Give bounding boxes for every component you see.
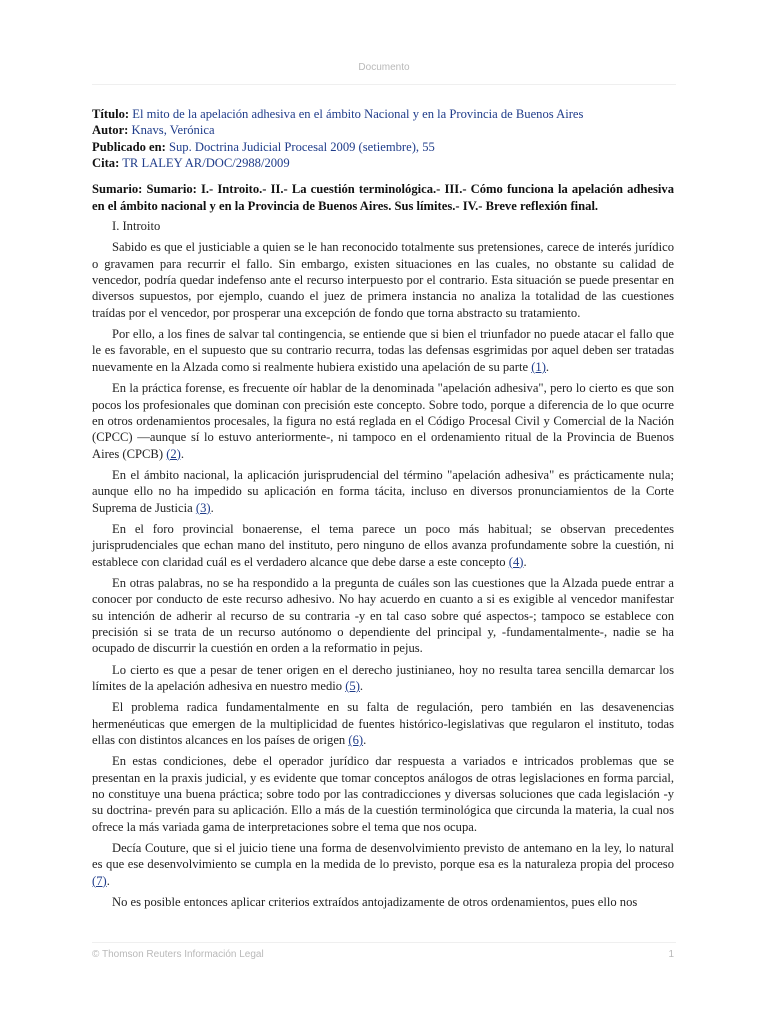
published-row bbox=[92, 139, 674, 155]
paragraph-tail: . bbox=[106, 873, 110, 888]
footnote-link[interactable]: (5) bbox=[345, 679, 360, 693]
section-heading: I. Introito bbox=[112, 219, 161, 234]
title-label: Título: bbox=[92, 107, 130, 121]
paragraph bbox=[92, 239, 674, 321]
paragraph bbox=[92, 575, 674, 657]
paragraph-text: En el ámbito nacional, la aplicación jurisprudencial del término "apelación adhesiva" es prácticamente nula; aunque ello no ha impedido su aplicación en forma tácita, incluso en diversos pronunciamientos de la Corte Suprema de Justicia bbox=[92, 467, 674, 515]
header-divider bbox=[92, 84, 676, 85]
footer-copyright: © Thomson Reuters Información Legal bbox=[92, 949, 264, 960]
title-row bbox=[92, 106, 674, 122]
paragraph-tail: . bbox=[180, 446, 185, 461]
paragraph-tail: . bbox=[545, 359, 550, 374]
paragraph bbox=[92, 753, 674, 835]
footnote-link[interactable]: (4) bbox=[508, 554, 524, 569]
paragraph-text: Lo cierto es que a pesar de tener origen en el derecho justinianeo, hoy no resulta tarea sencilla demarcar los límites de la apelación adhesiva en nuestro medio bbox=[92, 662, 674, 693]
footer-page-number: 1 bbox=[668, 949, 674, 960]
paragraph bbox=[92, 840, 674, 889]
paragraph bbox=[92, 326, 674, 375]
author-row bbox=[92, 122, 674, 138]
citation-label: Cita: bbox=[92, 156, 120, 171]
paragraph bbox=[92, 662, 674, 695]
paragraph-tail: . bbox=[523, 554, 527, 569]
paragraph bbox=[92, 521, 674, 570]
paragraph bbox=[92, 467, 674, 516]
footer-divider bbox=[92, 942, 676, 943]
author-label: Autor: bbox=[92, 123, 129, 138]
paragraph-tail: . bbox=[359, 679, 364, 693]
document-body bbox=[92, 106, 674, 915]
paragraph-text: En estas condiciones, debe el operador jurídico dar respuesta a variados e intricados problemas que se presentan en la praxis judicial, y es evidente que tomar conceptos análogos de otras legislaciones en forma parcial, no constituye una buena práctica; sobre todo por las contradicciones y diversas soluciones que cada legislación -y su doctrina- prevén para su aplicación. Ello a más de la cuestión terminológica que circunda la materia, la cual nos ofrece la más variada gama de interpretaciones sobre el tema que nos ocupa. bbox=[92, 754, 674, 834]
paragraph bbox=[92, 699, 674, 748]
paragraph-text: En el foro provincial bonaerense, el tema parece un poco más habitual; se observan precedentes jurisprudenciales que echan mano del instituto, pero ninguno de ellos avanza profundamente sobre la cuestión, ni establece con claridad cuál es el verdadero alcance que debe darse a este concepto bbox=[92, 521, 674, 569]
published-label: Publicado en: bbox=[92, 139, 166, 154]
paragraph-text: No es posible entonces aplicar criterios extraídos antojadizamente de otros ordenamientos, pues ello nos bbox=[112, 895, 638, 910]
paragraph-text: Por ello, a los fines de salvar tal contingencia, se entiende que si bien el triunfador no puede atacar el fallo que le es favorable, en el supuesto que su contrario recurra, todas las defensas esgrimidas por aquel deben ser tratadas nuevamente en la Alzada como si realmente hubiera existido una apelación de su parte bbox=[92, 327, 674, 374]
paragraph-text: Decía Couture, que si el juicio tiene una forma de desenvolvimiento previsto de antemano en la ley, lo natural es que ese desenvolvimiento se cumpla en la medida de lo previsto, porque esa es la naturaleza propia del proceso bbox=[92, 841, 674, 872]
paragraph-text: El problema radica fundamentalmente en su falta de regulación, pero también en las desavenencias hermenéuticas que emergen de la multiplicidad de fuentes histórico-legislativas que regularon el instituto, todas ellas con distintos alcances en los países de origen bbox=[92, 700, 674, 748]
paragraph-tail: . bbox=[363, 733, 367, 748]
citation-value: TR LALEY AR/DOC/2988/2009 bbox=[122, 156, 290, 171]
document-header-title: Documento bbox=[358, 62, 410, 73]
footnote-link[interactable]: (1) bbox=[531, 359, 546, 374]
footnote-link[interactable]: (6) bbox=[348, 733, 364, 748]
summary: Sumario: Sumario: I.- Introito.- II.- La cuestión terminológica.- III.- Cómo funciona la apelación adhesiva en el ámbito nacional y en la Provincia de Buenos Aires. Sus límites.- IV.- Breve reflexión final. bbox=[92, 182, 674, 213]
published-value: Sup. Doctrina Judicial Procesal 2009 (setiembre), 55 bbox=[168, 139, 435, 154]
footnote-link[interactable]: (2) bbox=[166, 446, 181, 461]
paragraph-list bbox=[92, 239, 674, 910]
paragraph-tail: . bbox=[210, 500, 214, 515]
paragraph bbox=[92, 380, 674, 462]
paragraph-text: En la práctica forense, es frecuente oír hablar de la denominada "apelación adhesiva", pero lo cierto es que son pocos los profesionales que dominan con precisión este concepto. Sobre todo, porque a diferencia de lo que ocurre en otros ordenamientos procesales, la figura no está reglada en el Código Procesal Civil y Comercial de la Nación (CPCC) —aunque sí lo estuvo anteriormente-, ni tampoco en el ordenamiento ritual de la Provincia de Buenos Aires (CPCB) bbox=[92, 381, 674, 461]
author-value: Knavs, Verónica bbox=[131, 123, 215, 138]
paragraph-text: Sabido es que el justiciable a quien se le han reconocido totalmente sus pretensiones, carece de interés jurídico o gravamen para recurrir el fallo. Sin embargo, existen situaciones en las cuales, no obstante su calidad de vencedor, podría quedar indefenso ante el recurso interpuesto por el contrario. Esta situación se puede presentar en diversos supuestos, por ejemplo, cuando el juez de primera instancia no analiza la totalidad de las cuestiones traídas por el vencedor, por prosperar una excepción de fondo que torna abstracto su tratamiento. bbox=[92, 240, 674, 320]
citation-row bbox=[92, 155, 674, 171]
footnote-link[interactable]: (7) bbox=[92, 873, 107, 888]
title-value: El mito de la apelación adhesiva en el ámbito Nacional y en la Provincia de Buenos Aires bbox=[132, 107, 584, 121]
footnote-link[interactable]: (3) bbox=[195, 500, 211, 515]
paragraph-text: En otras palabras, no se ha respondido a la pregunta de cuáles son las cuestiones que la Alzada puede entrar a conocer por conducto de este recurso adhesivo. No hay acuerdo en cuanto a si es exigible al vencedor manifestar su intención de adherir al recurso de su contraria -y en tal caso sobre qué aspectos-; tampoco se establece con precisión si se trata de un recurso autónomo o dependiente del principal y, -fundamentalmente-, nadie se ha ocupado de discurrir la cuestión en orden a la reformatio in pejus. bbox=[92, 575, 674, 656]
paragraph bbox=[92, 894, 674, 910]
